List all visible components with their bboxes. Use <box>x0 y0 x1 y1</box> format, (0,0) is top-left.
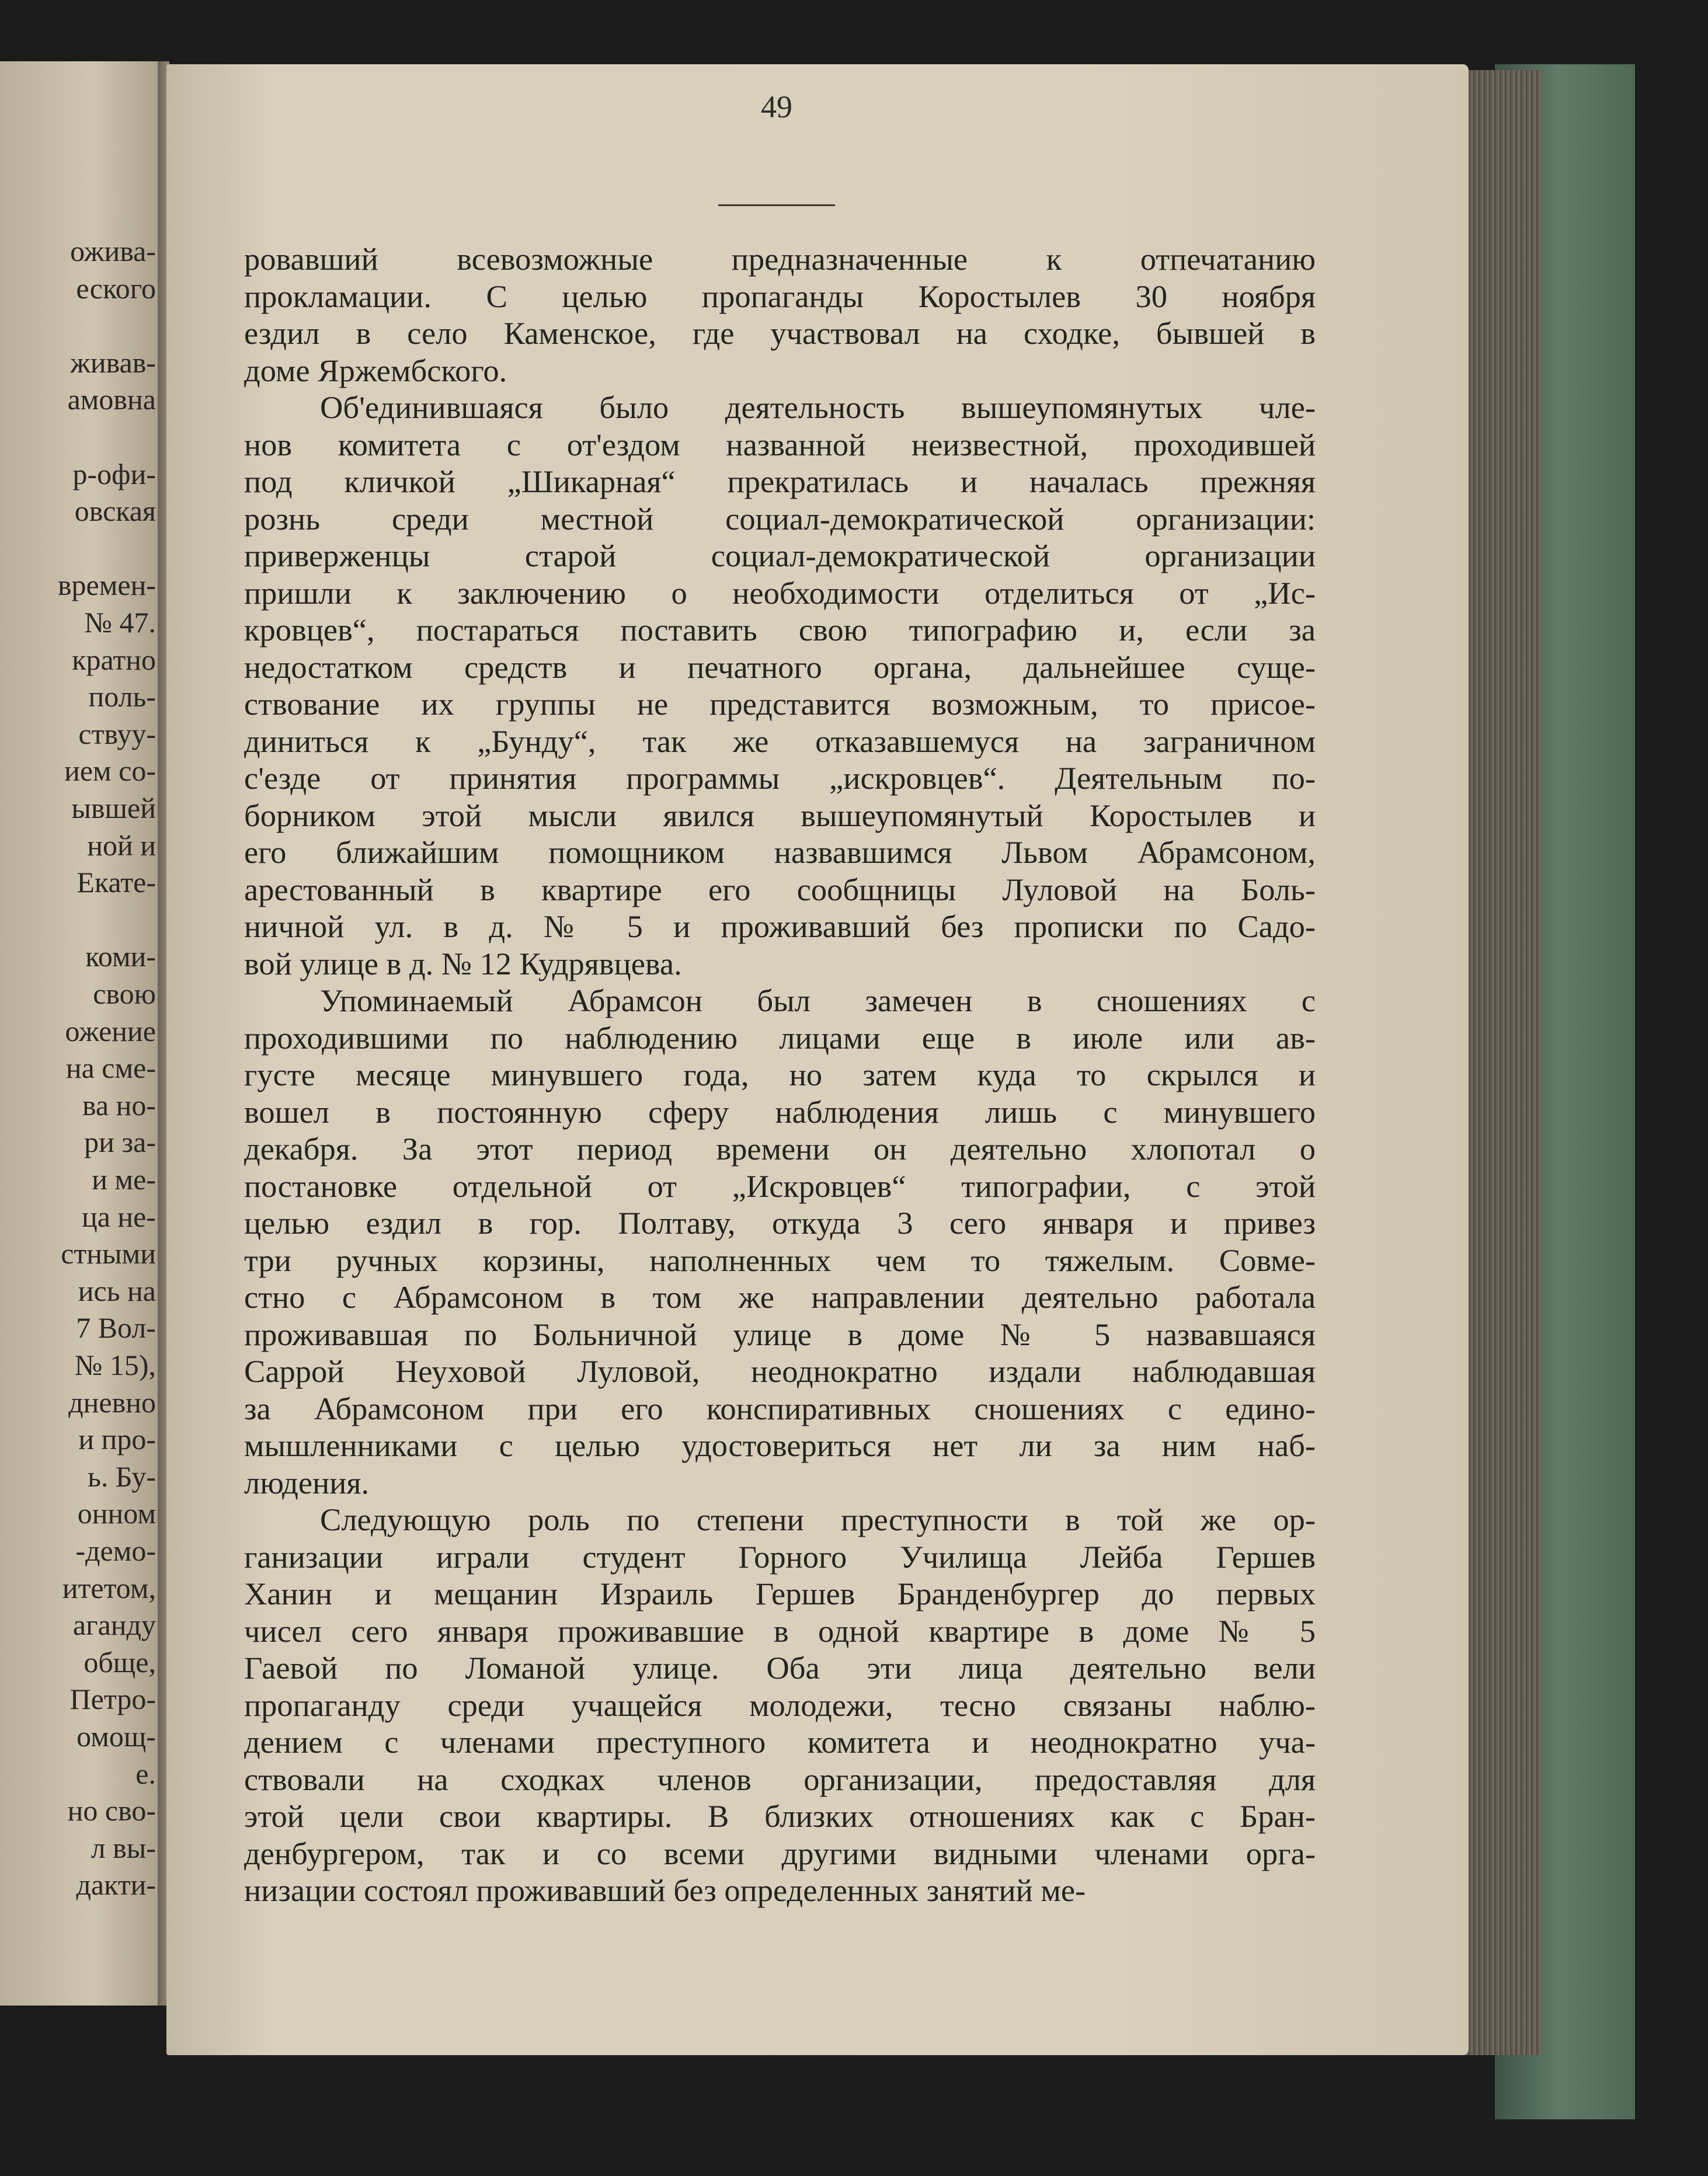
facing-page-fragment: ь. Бу- <box>88 1460 156 1493</box>
text-line: кровцев“, постараться поставить свою типографию и, если за <box>244 612 1316 647</box>
facing-page-fragment: ожение <box>65 1014 156 1047</box>
facing-page-fragment: онном <box>77 1497 156 1530</box>
facing-page-fragment: № 47. <box>84 606 156 639</box>
facing-page-fragment: на сме- <box>65 1052 156 1085</box>
facing-page-fragment: дневно <box>68 1385 156 1419</box>
text-line: целью ездил в гор. Полтаву, откуда 3 сего января и привез <box>244 1205 1316 1241</box>
facing-page-fragment: и ме- <box>92 1163 156 1196</box>
facing-page-fragment: ожива- <box>70 235 156 267</box>
facing-page-fragment: ри за- <box>84 1126 156 1159</box>
facing-page-fragment: -демо- <box>75 1534 156 1567</box>
facing-page-fragment: Петро- <box>69 1683 156 1716</box>
facing-page-fragment: но сво- <box>67 1794 156 1827</box>
text-line: прокламации. С целью пропаганды Коростылев 30 ноября <box>244 278 1316 314</box>
text-line: проходившими по наблюдению лицами еще в июле или ав- <box>244 1019 1316 1056</box>
text-line: ровавший всевозможные предназначенные к отпечатанию <box>244 241 1316 277</box>
facing-page-fragment: ывшей <box>71 792 156 824</box>
facing-page-fragment: ствуу- <box>78 717 156 750</box>
text-line: Следующую роль по степени преступности в той же ор- <box>320 1502 1316 1537</box>
paragraph <box>244 1501 1316 1909</box>
facing-page-fragment: коми- <box>85 940 156 973</box>
facing-page-fragment: поль- <box>88 680 156 713</box>
text-line: этой цели свои квартиры. В близких отношениях как с Бран- <box>244 1798 1316 1834</box>
text-line: рознь среди местной социал-демократической организации: <box>244 500 1316 537</box>
text-line: ствование их группы не представится возможным, то присое- <box>244 686 1316 722</box>
facing-page-fragment: еского <box>76 271 156 305</box>
facing-page-fragment: Екате- <box>76 866 156 899</box>
facing-page-fragment: е. <box>135 1757 156 1790</box>
facing-page-fragment: № 15), <box>74 1349 156 1381</box>
text-line: декабря. За этот период времени он деятельно хлопотал о <box>244 1131 1316 1167</box>
facing-page-fragment: стными <box>61 1237 156 1270</box>
paragraph <box>244 982 1316 1501</box>
text-line: ездил в село Каменское, где участвовал на сходке, бывшей в <box>244 315 1316 351</box>
facing-page-fragment: свою <box>93 977 156 1010</box>
text-line: ганизации играли студент Горного Училища Лейба Гершев <box>244 1538 1316 1575</box>
text-line: арестованный в квартире его сообщницы Луловой на Боль- <box>244 871 1316 907</box>
facing-page-fragment: ва но- <box>82 1088 156 1122</box>
text-line: стно с Абрамсоном в том же направлении деятельно работала <box>244 1279 1316 1315</box>
text-line: за Абрамсоном при его конспиративных сношениях с едино- <box>244 1390 1316 1426</box>
text-line: доме Яржембского. <box>244 352 507 388</box>
facing-page-fragment: л вы- <box>91 1831 156 1864</box>
text-line: его ближайшим помощником назвавшимся Львом Абрамсоном, <box>244 834 1316 870</box>
text-line: Саррой Неуховой Луловой, неоднократно издали наблюдавшая <box>244 1353 1316 1389</box>
facing-page-fragment: омощ- <box>76 1720 156 1753</box>
facing-page-fragment: ись на <box>78 1274 156 1307</box>
facing-page-fragment: ием со- <box>64 754 156 788</box>
text-line: мышленниками с целью удостовериться нет ли за ним наб- <box>244 1428 1316 1463</box>
text-line: постановке отдельной от „Искровцев“ типографии, с этой <box>244 1168 1316 1204</box>
facing-page-fragment: живав- <box>70 346 156 379</box>
text-line: приверженцы старой социал-демократической организации <box>244 538 1316 573</box>
facing-page-fragment: р-офи- <box>72 457 156 490</box>
facing-page-fragment: аганду <box>72 1609 156 1642</box>
text-line: дением с членами преступного комитета и неоднократно уча- <box>244 1724 1316 1760</box>
text-line: вошел в постоянную сферу наблюдения лишь с минувшего <box>244 1094 1316 1130</box>
facing-page-fragment: времен- <box>57 569 156 602</box>
text-line: под кличкой „Шикарная“ прекратилась и началась прежняя <box>244 464 1316 499</box>
facing-page-fragment: обще, <box>84 1645 156 1679</box>
text-line: ничной ул. в д. № 5 и проживавший без прописки по Садо- <box>244 908 1316 944</box>
paragraph <box>244 241 1316 389</box>
text-line: борником этой мысли явился вышеупомянутый Коростылев и <box>244 797 1316 833</box>
text-line: людения. <box>244 1464 370 1500</box>
facing-page-fragment: ца не- <box>81 1200 156 1233</box>
facing-page <box>0 61 166 2006</box>
text-line: низации состоял проживавший без определенных занятий ме- <box>244 1872 1086 1908</box>
facing-page-fragment: кратно <box>72 643 156 676</box>
text-line: три ручных корзины, наполненных чем то тяжелым. Совме- <box>244 1242 1316 1278</box>
text-line: диниться к „Бунду“, так же отказавшемуся на заграничном <box>244 723 1316 759</box>
text-line: Гаевой по Ломаной улице. Оба эти лица деятельно вели <box>244 1650 1316 1686</box>
text-line: Упоминаемый Абрамсон был замечен в сношениях с <box>320 983 1316 1018</box>
page-number: 49 <box>761 89 792 124</box>
facing-page-fragment: итетом, <box>62 1571 156 1604</box>
page-number-rule <box>718 204 835 206</box>
page-edges <box>1460 70 1542 2055</box>
text-line: нов комитета с от'ездом названной неизвестной, проходившей <box>244 426 1316 462</box>
text-line: проживавшая по Больничной улице в доме № 5 назвавшаяся <box>244 1316 1316 1352</box>
facing-page-fragment: амовна <box>67 383 156 416</box>
text-line: пришли к заключению о необходимости отделиться от „Ис- <box>244 575 1316 611</box>
text-line: недостатком средств и печатного органа, дальнейшее суще- <box>244 649 1316 685</box>
facing-page-fragment: 7 Вол- <box>76 1311 156 1345</box>
paragraph <box>244 389 1316 982</box>
facing-page-fragment: овская <box>74 495 156 528</box>
text-line: Ханин и мещанин Израиль Гершев Бранденбургер до первых <box>244 1576 1316 1611</box>
text-line: вой улице в д. № 12 Кудрявцева. <box>244 945 682 981</box>
text-line: с'езде от принятия программы „искровцев“. Деятельным по- <box>244 760 1316 796</box>
text-line: густе месяце минувшего года, но затем куда то скрылся и <box>244 1057 1316 1092</box>
text-line: денбургером, так и со всеми другими видными членами орга- <box>244 1835 1316 1871</box>
text-line: чисел сего января проживавшие в одной квартире в доме № 5 <box>244 1613 1316 1649</box>
text-line: ствовали на сходках членов организации, предоставляя для <box>244 1761 1316 1797</box>
text-line: пропаганду среди учащейся молодежи, тесно связаны наблю- <box>244 1687 1316 1723</box>
facing-page-fragment: дакти- <box>76 1868 156 1902</box>
facing-page-fragment: ной и <box>87 828 156 862</box>
text-line: Об'единившаяся было деятельность вышеупомянутых чле- <box>320 389 1316 425</box>
body-text <box>244 241 1316 1909</box>
facing-page-fragment: и про- <box>78 1423 156 1456</box>
